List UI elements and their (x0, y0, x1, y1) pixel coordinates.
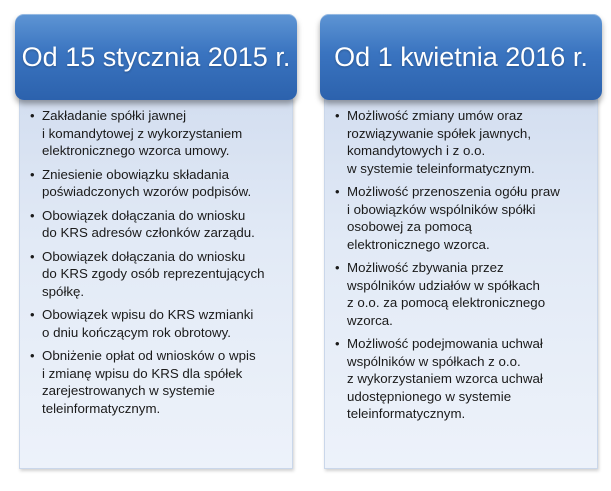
list-item (335, 107, 589, 177)
list-item-text: Zniesienie obowiązku składania poświadczonych wzorów podpisów. (42, 166, 252, 199)
list-item (30, 207, 284, 242)
list-item-text: Obowiązek dołączania do wniosku do KRS zgody osób reprezentujących spółkę. (42, 248, 265, 299)
bullet-icon: • (335, 184, 340, 199)
header-title-2016: Od 1 kwietnia 2016 r. (334, 41, 588, 72)
list-item-text: Obowiązek wpisu do KRS wzmianki o dniu kończącym rok obrotowy. (42, 307, 254, 340)
column-2015 (15, 14, 297, 469)
list-item-text: Możliwość zmiany umów oraz rozwiązywanie spółek jawnych, komandytowych i z o.o. w systemie teleinformatycznym. (347, 108, 535, 176)
bullet-icon: • (335, 260, 340, 275)
bullet-icon: • (30, 166, 35, 182)
header-title-2015: Od 15 stycznia 2015 r. (21, 41, 291, 72)
header-2016 (320, 14, 602, 100)
list-item-text: Możliwość podejmowania uchwał wspólników w spółkach z o.o. z wykorzystaniem wzorca uchwał udostępnionego w systemie teleinformatycznym. (347, 336, 543, 421)
list-item (335, 259, 589, 329)
list-2016 (325, 98, 597, 423)
bullet-icon: • (30, 207, 35, 223)
list-item-text: Możliwość przenoszenia ogółu praw i obowiązków wspólników spółki osobowej za pomocą elektronicznego wzorca. (347, 184, 560, 252)
list-item (30, 347, 284, 417)
bullet-icon: • (30, 248, 35, 264)
list-item-text: Obniżenie opłat od wniosków o wpis i zmianę wpisu do KRS dla spółek zarejestrowanych w systemie teleinformatycznym. (42, 348, 256, 416)
list-item-text: Zakładanie spółki jawnej i komandytowej z wykorzystaniem elektronicznego wzorca umowy. (42, 108, 243, 158)
list-2015 (20, 98, 292, 417)
list-item-text: Obowiązek dołączania do wniosku do KRS adresów członków zarządu. (42, 207, 255, 240)
list-item (30, 306, 284, 341)
panel-2015 (19, 98, 293, 469)
list-item (335, 335, 589, 423)
header-2015 (15, 14, 297, 100)
bullet-icon: • (335, 108, 340, 123)
bullet-icon: • (30, 108, 35, 123)
bullet-icon: • (30, 348, 35, 363)
list-item (335, 183, 589, 253)
bullet-icon: • (30, 307, 35, 322)
list-item-text: Możliwość zbywania przez wspólników udziałów w spółkach z o.o. za pomocą elektronicznego wzorca. (347, 260, 546, 328)
panel-2016 (324, 98, 598, 469)
list-item (30, 107, 284, 160)
list-item (30, 166, 284, 201)
column-2016 (320, 14, 602, 469)
list-item (30, 248, 284, 301)
bullet-icon: • (335, 336, 340, 351)
